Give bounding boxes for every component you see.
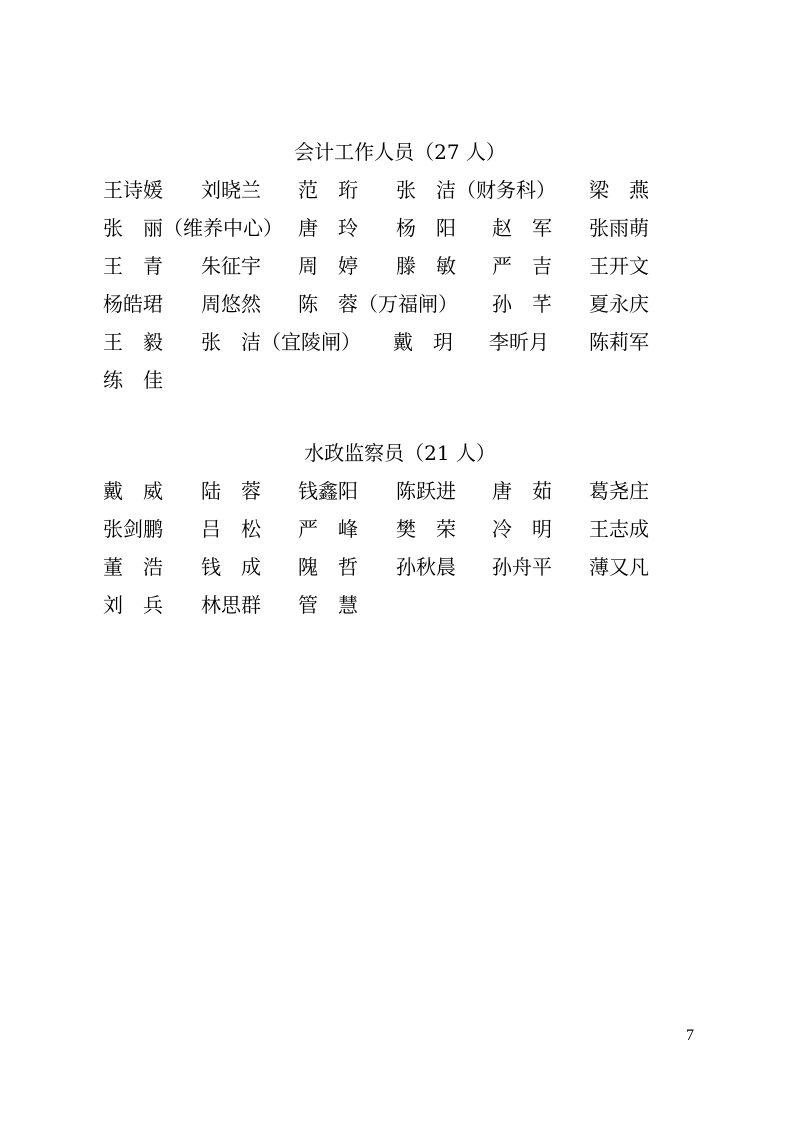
- name-entry: 王 毅: [103, 330, 163, 354]
- name-entry: 周悠然: [201, 292, 261, 316]
- name-entry: 严 峰: [298, 517, 358, 541]
- page-number: 7: [686, 1027, 694, 1044]
- name-entry: 王志成: [589, 517, 649, 541]
- name-entry: 张 洁（宜陵闸）: [201, 330, 361, 354]
- name-entry: 陈莉军: [589, 330, 649, 354]
- name-entry: 严 吉: [492, 254, 552, 278]
- name-entry: 陈 蓉（万福闸）: [298, 292, 458, 316]
- name-entry: 王开文: [589, 254, 649, 278]
- name-entry: 孙 芊: [492, 292, 552, 316]
- name-entry: 林思群: [201, 593, 261, 617]
- name-entry: 张 洁（财务科）: [396, 178, 556, 202]
- name-entry: 滕 敏: [396, 254, 456, 278]
- name-entry: 范 珩: [298, 178, 358, 202]
- name-entry: 夏永庆: [589, 292, 649, 316]
- name-entry: 练 佳: [103, 368, 163, 392]
- name-entry: 赵 军: [492, 216, 552, 240]
- name-entry: 周 婷: [298, 254, 358, 278]
- name-entry: 孙舟平: [492, 555, 552, 579]
- name-entry: 孙秋晨: [396, 555, 456, 579]
- name-entry: 隗 哲: [298, 555, 358, 579]
- name-entry: 张 丽（维养中心）: [103, 216, 283, 240]
- name-entry: 吕 松: [201, 517, 261, 541]
- name-entry: 刘晓兰: [201, 178, 261, 202]
- name-entry: 樊 荣: [396, 517, 456, 541]
- name-entry: 王诗媛: [103, 178, 163, 202]
- name-entry: 陈跃进: [396, 479, 456, 503]
- name-entry: 冷 明: [492, 517, 552, 541]
- name-entry: 王 青: [103, 254, 163, 278]
- name-entry: 唐 茹: [492, 479, 552, 503]
- name-entry: 陆 蓉: [201, 479, 261, 503]
- name-entry: 朱征宇: [201, 254, 261, 278]
- name-entry: 杨皓珺: [103, 292, 163, 316]
- name-entry: 梁 燕: [589, 178, 649, 202]
- name-entry: 钱 成: [201, 555, 261, 579]
- name-entry: 戴 玥: [393, 330, 453, 354]
- section-title-water-inspectors: 水政监察员（21 人）: [304, 441, 496, 465]
- name-entry: 张雨萌: [589, 216, 649, 240]
- name-entry: 管 慧: [298, 593, 358, 617]
- name-entry: 董 浩: [103, 555, 163, 579]
- name-entry: 刘 兵: [103, 593, 163, 617]
- name-entry: 张剑鹏: [103, 517, 163, 541]
- name-entry: 李昕月: [489, 330, 549, 354]
- name-entry: 钱鑫阳: [298, 479, 358, 503]
- name-entry: 薄又凡: [589, 555, 649, 579]
- name-entry: 葛尧庄: [589, 479, 649, 503]
- name-entry: 戴 威: [103, 479, 163, 503]
- section-title-accountants: 会计工作人员（27 人）: [294, 140, 506, 164]
- name-entry: 唐 玲: [298, 216, 358, 240]
- name-entry: 杨 阳: [396, 216, 456, 240]
